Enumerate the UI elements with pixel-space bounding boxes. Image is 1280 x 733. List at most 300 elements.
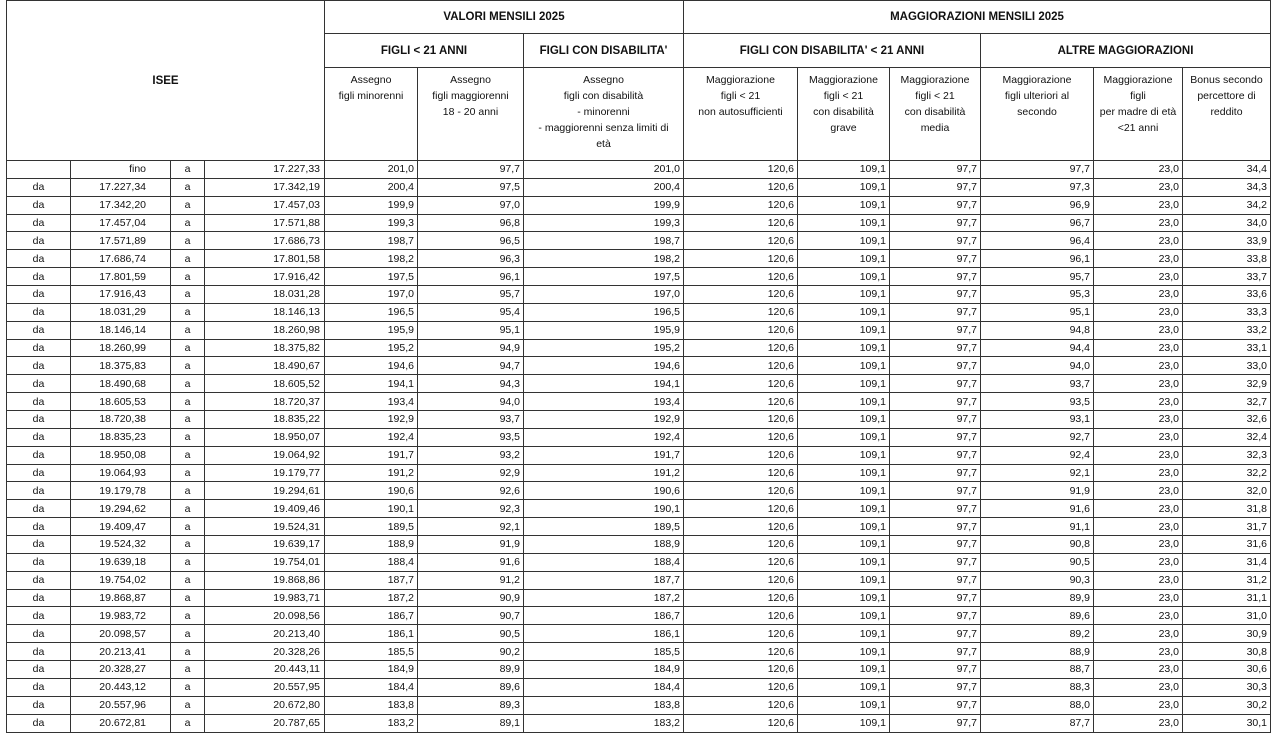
value-cell: 97,7 [890,232,981,250]
range-from: 18.031,29 [71,303,171,321]
value-cell: 187,7 [325,571,418,589]
value-cell: 109,1 [798,500,890,518]
value-cell: 92,4 [981,446,1094,464]
value-cell: 120,6 [684,536,798,554]
value-cell: 89,9 [981,589,1094,607]
column-header-line: media [920,122,950,134]
value-cell: 95,1 [418,321,524,339]
value-cell: 93,7 [981,375,1094,393]
value-cell: 32,3 [1183,446,1271,464]
range-to: 17.342,19 [205,178,325,196]
value-cell: 90,2 [418,643,524,661]
value-cell: 97,7 [890,518,981,536]
range-from: 17.457,04 [71,214,171,232]
column-header-line: - minorenni [577,106,630,118]
value-cell: 93,1 [981,411,1094,429]
range-sep: a [171,161,205,179]
value-cell: 97,0 [418,196,524,214]
table-row [7,250,1271,268]
value-cell: 120,6 [684,607,798,625]
value-cell: 96,8 [418,214,524,232]
value-cell: 195,9 [325,321,418,339]
range-prefix: da [7,303,71,321]
range-to: 18.146,13 [205,303,325,321]
value-cell: 89,2 [981,625,1094,643]
table-row [7,321,1271,339]
value-cell: 184,9 [325,661,418,679]
value-cell: 32,6 [1183,411,1271,429]
value-cell: 31,6 [1183,536,1271,554]
value-cell: 23,0 [1094,536,1183,554]
range-prefix: da [7,553,71,571]
value-cell: 32,9 [1183,375,1271,393]
range-prefix: da [7,464,71,482]
value-cell: 96,1 [981,250,1094,268]
column-header-line: figli [1130,90,1146,102]
value-cell: 120,6 [684,643,798,661]
value-cell: 120,6 [684,678,798,696]
value-cell: 94,9 [418,339,524,357]
range-sep: a [171,500,205,518]
column-header [684,68,798,161]
range-to: 17.571,88 [205,214,325,232]
range-to: 17.801,58 [205,250,325,268]
range-prefix: da [7,339,71,357]
value-cell: 23,0 [1094,661,1183,679]
value-cell: 33,0 [1183,357,1271,375]
value-cell: 194,1 [524,375,684,393]
value-cell: 33,2 [1183,321,1271,339]
range-from: 18.950,08 [71,446,171,464]
value-cell: 193,4 [325,393,418,411]
value-cell: 192,4 [325,428,418,446]
range-to: 20.787,65 [205,714,325,732]
range-sep: a [171,625,205,643]
range-prefix: da [7,393,71,411]
column-header-line: figli < 21 [823,90,864,102]
range-from: 19.064,93 [71,464,171,482]
value-cell: 93,2 [418,446,524,464]
value-cell: 192,9 [325,411,418,429]
value-cell: 186,1 [524,625,684,643]
value-cell: 23,0 [1094,643,1183,661]
column-header-line: figli maggiorenni [432,90,509,102]
range-prefix: da [7,357,71,375]
value-cell: 120,6 [684,161,798,179]
value-cell: 32,0 [1183,482,1271,500]
range-from: 19.294,62 [71,500,171,518]
range-prefix: da [7,500,71,518]
value-cell: 120,6 [684,589,798,607]
value-cell: 97,7 [890,464,981,482]
value-cell: 97,7 [890,696,981,714]
range-sep: a [171,232,205,250]
column-header-line: secondo [1017,106,1057,118]
value-cell: 95,1 [981,303,1094,321]
value-cell: 23,0 [1094,607,1183,625]
table-row [7,428,1271,446]
value-cell: 109,1 [798,589,890,607]
range-to: 17.457,03 [205,196,325,214]
value-cell: 23,0 [1094,232,1183,250]
value-cell: 94,0 [418,393,524,411]
range-from: 20.443,12 [71,678,171,696]
value-cell: 30,1 [1183,714,1271,732]
value-cell: 120,6 [684,571,798,589]
range-prefix: da [7,482,71,500]
table-row [7,339,1271,357]
range-from: 19.524,32 [71,536,171,554]
value-cell: 193,4 [524,393,684,411]
value-cell: 194,6 [325,357,418,375]
value-cell: 30,2 [1183,696,1271,714]
value-cell: 89,6 [981,607,1094,625]
value-cell: 199,9 [524,196,684,214]
value-cell: 97,7 [890,428,981,446]
column-header-line: figli < 21 [915,90,955,102]
value-cell: 91,2 [418,571,524,589]
range-from: 18.605,53 [71,393,171,411]
value-cell: 96,9 [981,196,1094,214]
value-cell: 23,0 [1094,482,1183,500]
value-cell: 96,4 [981,232,1094,250]
value-cell: 90,9 [418,589,524,607]
value-cell: 96,5 [418,232,524,250]
range-sep: a [171,714,205,732]
range-from: 20.328,27 [71,661,171,679]
value-cell: 191,2 [325,464,418,482]
table-row [7,589,1271,607]
value-cell: 30,6 [1183,661,1271,679]
range-prefix [7,161,71,179]
column-header [890,68,981,161]
value-cell: 91,6 [418,553,524,571]
range-sep: a [171,518,205,536]
value-cell: 97,7 [890,303,981,321]
column-header-line: figli minorenni [338,90,404,102]
value-cell: 97,7 [890,196,981,214]
range-from: 17.227,34 [71,178,171,196]
column-header-line: figli < 21 [720,90,761,102]
value-cell: 97,7 [890,446,981,464]
value-cell: 197,0 [524,286,684,304]
value-cell: 97,7 [890,643,981,661]
value-cell: 109,1 [798,518,890,536]
value-cell: 199,3 [325,214,418,232]
value-cell: 96,1 [418,268,524,286]
value-cell: 32,4 [1183,428,1271,446]
range-from: 20.557,96 [71,696,171,714]
value-cell: 97,7 [890,321,981,339]
value-cell: 120,6 [684,375,798,393]
value-cell: 94,7 [418,357,524,375]
column-header-line: <21 anni [1117,122,1159,134]
column-header [798,68,890,161]
value-cell: 189,5 [524,518,684,536]
range-from: 19.639,18 [71,553,171,571]
value-cell: 201,0 [325,161,418,179]
value-cell: 109,1 [798,536,890,554]
range-sep: a [171,446,205,464]
table-row [7,393,1271,411]
value-cell: 88,7 [981,661,1094,679]
column-header [981,68,1094,161]
value-cell: 109,1 [798,375,890,393]
range-sep: a [171,286,205,304]
range-prefix: da [7,268,71,286]
table-row [7,518,1271,536]
figli-dis-21-header: FIGLI CON DISABILITA' < 21 ANNI [684,34,981,68]
range-sep: a [171,696,205,714]
value-cell: 186,1 [325,625,418,643]
value-cell: 185,5 [325,643,418,661]
value-cell: 190,6 [325,482,418,500]
range-from: 18.490,68 [71,375,171,393]
range-prefix: da [7,607,71,625]
value-cell: 23,0 [1094,268,1183,286]
range-to: 19.064,92 [205,446,325,464]
range-sep: a [171,482,205,500]
value-cell: 97,7 [890,339,981,357]
range-prefix: da [7,446,71,464]
value-cell: 190,6 [524,482,684,500]
value-cell: 94,0 [981,357,1094,375]
value-cell: 198,7 [524,232,684,250]
value-cell: 185,5 [524,643,684,661]
value-cell: 96,7 [981,214,1094,232]
column-header [1183,68,1271,161]
range-to: 19.983,71 [205,589,325,607]
range-sep: a [171,678,205,696]
value-cell: 196,5 [524,303,684,321]
value-cell: 34,0 [1183,214,1271,232]
value-cell: 23,0 [1094,625,1183,643]
range-prefix: da [7,678,71,696]
range-prefix: da [7,214,71,232]
range-from: 17.686,74 [71,250,171,268]
column-header-line: Assegno [350,74,392,86]
range-from: 17.342,20 [71,196,171,214]
value-cell: 31,0 [1183,607,1271,625]
table-row [7,464,1271,482]
value-cell: 201,0 [524,161,684,179]
column-header [325,68,418,161]
value-cell: 95,7 [418,286,524,304]
value-cell: 30,9 [1183,625,1271,643]
column-header [1094,68,1183,161]
value-cell: 120,6 [684,178,798,196]
table-row [7,268,1271,286]
column-header-line: Assegno [450,74,491,86]
range-from: 19.754,02 [71,571,171,589]
column-header-line: grave [830,122,857,134]
value-cell: 120,6 [684,250,798,268]
column-header-line: Bonus secondo [1190,74,1263,86]
range-to: 18.031,28 [205,286,325,304]
value-cell: 97,7 [890,661,981,679]
value-cell: 190,1 [524,500,684,518]
value-cell: 197,0 [325,286,418,304]
value-cell: 109,1 [798,553,890,571]
value-cell: 183,2 [524,714,684,732]
figli-21-header: FIGLI < 21 ANNI [325,34,524,68]
value-cell: 120,6 [684,196,798,214]
range-sep: a [171,357,205,375]
value-cell: 23,0 [1094,375,1183,393]
value-cell: 109,1 [798,464,890,482]
value-cell: 92,1 [981,464,1094,482]
range-sep: a [171,553,205,571]
value-cell: 109,1 [798,696,890,714]
column-header-line: Maggiorazione [900,74,970,86]
maggiorazioni-header: MAGGIORAZIONI MENSILI 2025 [684,1,1271,34]
value-cell: 93,5 [981,393,1094,411]
range-sep: a [171,464,205,482]
value-cell: 23,0 [1094,428,1183,446]
range-sep: a [171,571,205,589]
value-cell: 120,6 [684,428,798,446]
value-cell: 97,7 [890,678,981,696]
value-cell: 200,4 [325,178,418,196]
value-cell: 97,7 [890,250,981,268]
valori-header: VALORI MENSILI 2025 [325,1,684,34]
value-cell: 198,2 [325,250,418,268]
value-cell: 188,4 [325,553,418,571]
range-to: 19.639,17 [205,536,325,554]
value-cell: 183,8 [325,696,418,714]
value-cell: 32,2 [1183,464,1271,482]
range-sep: a [171,250,205,268]
value-cell: 199,3 [524,214,684,232]
value-cell: 33,6 [1183,286,1271,304]
range-to: 19.524,31 [205,518,325,536]
column-header-line: Assegno [583,74,624,86]
value-cell: 120,6 [684,339,798,357]
range-sep: a [171,321,205,339]
range-to: 18.950,07 [205,428,325,446]
value-cell: 120,6 [684,696,798,714]
value-cell: 97,7 [890,589,981,607]
column-header-line: per madre di età [1099,106,1177,118]
range-sep: a [171,393,205,411]
range-from: 19.179,78 [71,482,171,500]
value-cell: 23,0 [1094,464,1183,482]
value-cell: 109,1 [798,393,890,411]
value-cell: 120,6 [684,268,798,286]
range-to: 17.686,73 [205,232,325,250]
value-cell: 198,7 [325,232,418,250]
range-prefix: da [7,643,71,661]
value-cell: 188,4 [524,553,684,571]
table-row [7,161,1271,179]
table-row [7,536,1271,554]
value-cell: 187,7 [524,571,684,589]
value-cell: 191,2 [524,464,684,482]
range-to: 20.213,40 [205,625,325,643]
range-from: 19.409,47 [71,518,171,536]
value-cell: 95,3 [981,286,1094,304]
value-cell: 33,3 [1183,303,1271,321]
value-cell: 23,0 [1094,500,1183,518]
range-to: 20.557,95 [205,678,325,696]
range-prefix: da [7,321,71,339]
value-cell: 109,1 [798,178,890,196]
value-cell: 97,7 [890,411,981,429]
value-cell: 30,3 [1183,678,1271,696]
value-cell: 31,2 [1183,571,1271,589]
value-cell: 109,1 [798,303,890,321]
value-cell: 90,8 [981,536,1094,554]
value-cell: 23,0 [1094,589,1183,607]
value-cell: 23,0 [1094,411,1183,429]
value-cell: 97,7 [418,161,524,179]
value-cell: 33,1 [1183,339,1271,357]
value-cell: 109,1 [798,625,890,643]
value-cell: 23,0 [1094,446,1183,464]
value-cell: 189,5 [325,518,418,536]
value-cell: 97,7 [890,625,981,643]
value-cell: 88,3 [981,678,1094,696]
value-cell: 32,7 [1183,393,1271,411]
value-cell: 23,0 [1094,303,1183,321]
value-cell: 34,3 [1183,178,1271,196]
range-from: 17.571,89 [71,232,171,250]
range-from: 17.916,43 [71,286,171,304]
value-cell: 23,0 [1094,714,1183,732]
range-from: 19.983,72 [71,607,171,625]
value-cell: 120,6 [684,357,798,375]
value-cell: 198,2 [524,250,684,268]
value-cell: 120,6 [684,446,798,464]
altre-header: ALTRE MAGGIORAZIONI [981,34,1271,68]
value-cell: 94,4 [981,339,1094,357]
value-cell: 199,9 [325,196,418,214]
range-sep: a [171,196,205,214]
range-prefix: da [7,571,71,589]
range-from: 17.801,59 [71,268,171,286]
value-cell: 23,0 [1094,553,1183,571]
value-cell: 91,6 [981,500,1094,518]
value-cell: 23,0 [1094,339,1183,357]
value-cell: 109,1 [798,357,890,375]
value-cell: 23,0 [1094,196,1183,214]
value-cell: 184,4 [524,678,684,696]
assegno-table [6,0,1271,733]
value-cell: 183,8 [524,696,684,714]
range-from: 18.835,23 [71,428,171,446]
range-to: 19.179,77 [205,464,325,482]
value-cell: 188,9 [524,536,684,554]
value-cell: 197,5 [325,268,418,286]
value-cell: 23,0 [1094,286,1183,304]
value-cell: 92,1 [418,518,524,536]
value-cell: 92,9 [418,464,524,482]
range-sep: a [171,607,205,625]
range-prefix: da [7,286,71,304]
value-cell: 94,8 [981,321,1094,339]
value-cell: 97,7 [890,375,981,393]
column-header [418,68,524,161]
value-cell: 109,1 [798,714,890,732]
value-cell: 92,7 [981,428,1094,446]
value-cell: 97,5 [418,178,524,196]
value-cell: 120,6 [684,661,798,679]
value-cell: 196,5 [325,303,418,321]
value-cell: 109,1 [798,268,890,286]
value-cell: 120,6 [684,321,798,339]
column-header-line: figli con disabilità [563,90,644,102]
table-row [7,411,1271,429]
